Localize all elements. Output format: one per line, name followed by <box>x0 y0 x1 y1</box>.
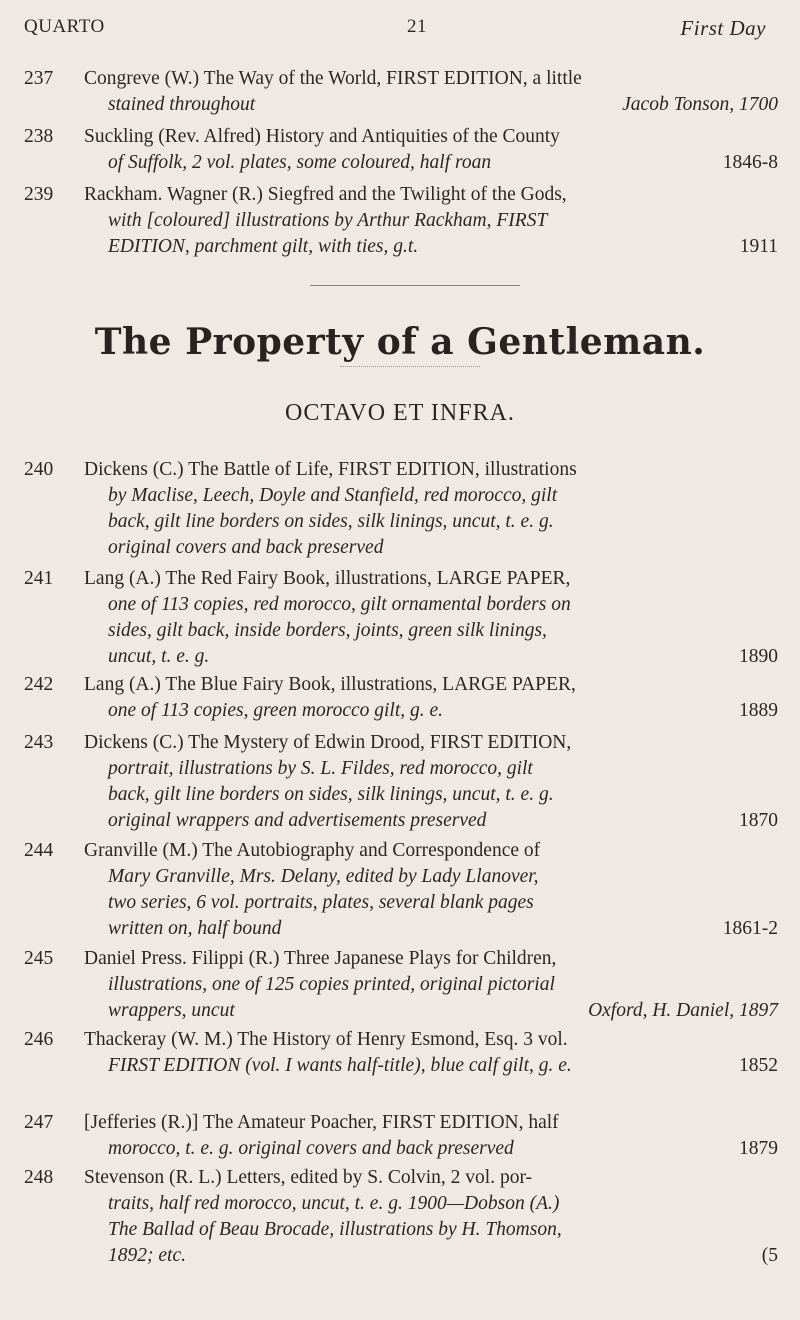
lot-date: 1911 <box>739 236 778 257</box>
lot-date: 1852 <box>739 1055 778 1076</box>
lot-line-text: EDITION, parchment gilt, with ties, g.t. <box>108 236 419 257</box>
lot-description <box>84 838 778 942</box>
lot-line <box>84 1191 778 1217</box>
lot-line <box>84 808 778 834</box>
lot-line <box>84 182 778 208</box>
lot-line-text: 1892; etc. <box>108 1245 186 1266</box>
lot-line <box>84 838 778 864</box>
lot-line <box>84 864 778 890</box>
lot-line-text: one of 113 copies, red morocco, gilt ornamental borders on <box>108 594 571 615</box>
lot-line <box>84 66 778 92</box>
lot-number: 248 <box>24 1167 54 1188</box>
lot-line <box>84 1243 778 1269</box>
lot-date: 1861-2 <box>722 918 778 939</box>
lot-entry <box>24 566 784 670</box>
lot-description <box>84 946 778 1024</box>
lot-number: 239 <box>24 184 54 205</box>
lot-line-text: with [coloured] illustrations by Arthur Rackham, FIRST <box>108 210 548 231</box>
section-subtitle: OCTAVO ET INFRA. <box>285 400 515 426</box>
lot-line <box>84 483 778 509</box>
page-number: 21 <box>407 16 427 37</box>
lot-line <box>84 1027 778 1053</box>
lot-line <box>84 998 778 1024</box>
lot-description <box>84 1165 778 1269</box>
lot-line <box>84 208 778 234</box>
lot-line-text: morocco, t. e. g. original covers and back preserved <box>108 1138 514 1159</box>
running-head <box>24 16 766 46</box>
lot-date: Jacob Tonson, 1700 <box>622 94 778 115</box>
lot-description <box>84 1110 778 1162</box>
lot-line-text: two series, 6 vol. portraits, plates, several blank pages <box>108 892 534 913</box>
lot-line-text: Rackham. Wagner (R.) Siegfred and the Twilight of the Gods, <box>84 184 567 205</box>
lot-description <box>84 1027 778 1079</box>
lot-entry <box>24 672 784 724</box>
lot-number: 246 <box>24 1029 54 1050</box>
lot-entry <box>24 838 784 942</box>
lot-line-text: Suckling (Rev. Alfred) History and Antiquities of the County <box>84 126 560 147</box>
lot-entry <box>24 1027 784 1079</box>
lot-line <box>84 124 778 150</box>
lot-line-text: back, gilt line borders on sides, silk linings, uncut, t. e. g. <box>108 511 554 532</box>
lot-date: (5 <box>761 1245 778 1266</box>
lot-entry <box>24 66 784 118</box>
lot-entry <box>24 946 784 1024</box>
lot-date: Oxford, H. Daniel, 1897 <box>588 1000 778 1021</box>
lot-line <box>84 150 778 176</box>
lot-line-text: Dickens (C.) The Battle of Life, FIRST EDITION, illustrations <box>84 459 577 480</box>
lot-date: 1879 <box>739 1138 778 1159</box>
lot-number: 238 <box>24 126 54 147</box>
section-divider <box>310 285 520 286</box>
lot-line <box>84 672 778 698</box>
section-title: The Property of a Gentleman. <box>94 321 706 363</box>
lot-date: 1890 <box>739 646 778 667</box>
lot-line-text: one of 113 copies, green morocco gilt, g. e. <box>108 700 444 721</box>
lot-entry <box>24 124 784 176</box>
lot-line-text: stained throughout <box>108 94 256 115</box>
lot-line-text: Congreve (W.) The Way of the World, FIRST EDITION, a little <box>84 68 582 89</box>
lot-entry <box>24 1110 784 1162</box>
lot-line <box>84 234 778 260</box>
lot-description <box>84 730 778 834</box>
lot-description <box>84 672 778 724</box>
lot-line-text: Dickens (C.) The Mystery of Edwin Drood, FIRST EDITION, <box>84 732 572 753</box>
lot-line <box>84 644 778 670</box>
lot-number: 241 <box>24 568 54 589</box>
lot-description <box>84 66 778 118</box>
lot-line <box>84 730 778 756</box>
lot-line-text: illustrations, one of 125 copies printed, original pictorial <box>108 974 555 995</box>
lot-line-text: Mary Granville, Mrs. Delany, edited by Lady Llanover, <box>108 866 539 887</box>
lot-line <box>84 618 778 644</box>
lot-line <box>84 509 778 535</box>
lot-date: 1889 <box>739 700 778 721</box>
lot-number: 243 <box>24 732 54 753</box>
lot-line-text: sides, gilt back, inside borders, joints, green silk linings, <box>108 620 547 641</box>
lot-line-text: original covers and back preserved <box>108 537 384 558</box>
lot-line <box>84 916 778 942</box>
lot-line-text: portrait, illustrations by S. L. Fildes, red morocco, gilt <box>108 758 533 779</box>
lot-line-text: written on, half bound <box>108 918 282 939</box>
lot-line <box>84 890 778 916</box>
lot-line <box>84 1053 778 1079</box>
lot-line <box>84 972 778 998</box>
lot-line <box>84 592 778 618</box>
lot-line-text: uncut, t. e. g. <box>108 646 210 667</box>
lot-number: 240 <box>24 459 54 480</box>
lot-line-text: Lang (A.) The Blue Fairy Book, illustrations, LARGE PAPER, <box>84 674 576 695</box>
lot-entry <box>24 182 784 260</box>
lot-line-text: The Ballad of Beau Brocade, illustrations by H. Thomson, <box>108 1219 562 1240</box>
lot-line <box>84 698 778 724</box>
lot-line-text: original wrappers and advertisements preserved <box>108 810 487 831</box>
lot-description <box>84 566 778 670</box>
lot-number: 242 <box>24 674 54 695</box>
lot-line-text: traits, half red morocco, uncut, t. e. g. 1900—Dobson (A.) <box>108 1193 560 1214</box>
lot-line <box>84 1217 778 1243</box>
lot-line-text: of Suffolk, 2 vol. plates, some coloured, half roan <box>108 152 492 173</box>
lot-line <box>84 1110 778 1136</box>
lot-line <box>84 782 778 808</box>
lot-line-text: by Maclise, Leech, Doyle and Stanfield, red morocco, gilt <box>108 485 558 506</box>
lot-line <box>84 946 778 972</box>
lot-line <box>84 1165 778 1191</box>
lot-number: 244 <box>24 840 54 861</box>
lot-date: 1846-8 <box>722 152 778 173</box>
lot-line-text: Thackeray (W. M.) The History of Henry Esmond, Esq. 3 vol. <box>84 1029 568 1050</box>
lot-entry <box>24 730 784 834</box>
lot-line <box>84 92 778 118</box>
lot-line <box>84 457 778 483</box>
lot-line-text: Granville (M.) The Autobiography and Correspondence of <box>84 840 541 861</box>
lot-number: 247 <box>24 1112 54 1133</box>
lot-line-text: back, gilt line borders on sides, silk linings, uncut, t. e. g. <box>108 784 554 805</box>
lot-line <box>84 1136 778 1162</box>
lot-date: 1870 <box>739 810 778 831</box>
header-format: QUARTO <box>24 16 105 37</box>
lot-line-text: Lang (A.) The Red Fairy Book, illustrations, LARGE PAPER, <box>84 568 571 589</box>
lot-description <box>84 182 778 260</box>
lot-line <box>84 535 778 561</box>
header-day: First Day <box>680 16 766 40</box>
lot-line-text: wrappers, uncut <box>108 1000 235 1021</box>
lot-description <box>84 124 778 176</box>
lot-line-text: Stevenson (R. L.) Letters, edited by S. Colvin, 2 vol. por- <box>84 1167 533 1188</box>
lot-number: 237 <box>24 68 54 89</box>
lot-line <box>84 756 778 782</box>
lot-entry <box>24 1165 784 1269</box>
lot-line-text: [Jefferies (R.)] The Amateur Poacher, FIRST EDITION, half <box>84 1112 559 1133</box>
lot-line-text: FIRST EDITION (vol. I wants half-title), blue calf gilt, g. e. <box>108 1055 572 1076</box>
lot-line-text: Daniel Press. Filippi (R.) Three Japanese Plays for Children, <box>84 948 557 969</box>
lot-line <box>84 566 778 592</box>
lot-description <box>84 457 778 561</box>
lot-number: 245 <box>24 948 54 969</box>
section-ornament <box>340 366 480 367</box>
lot-entry <box>24 457 784 561</box>
